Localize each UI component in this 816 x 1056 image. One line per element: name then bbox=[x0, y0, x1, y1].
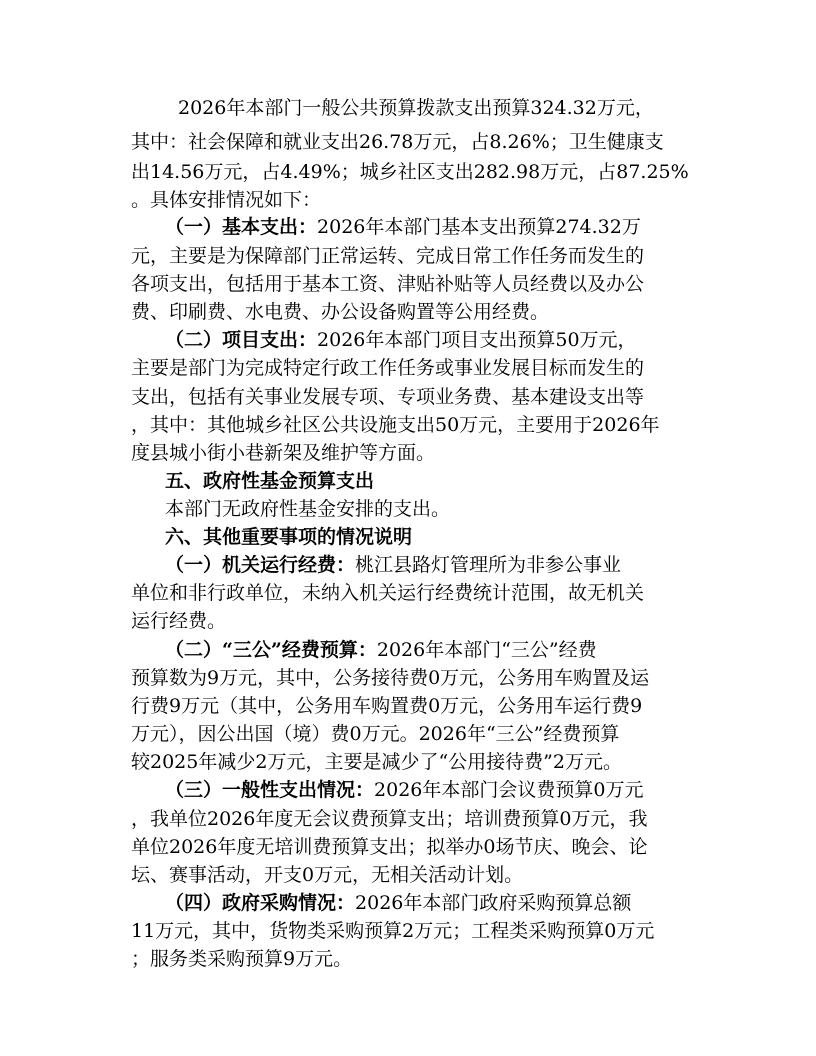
paragraph-line: 11万元，其中，货物类采购预算2万元；工程类采购预算0万元 bbox=[131, 920, 655, 942]
paragraph-line: 。具体安排情况如下： bbox=[131, 189, 322, 211]
procurement-text: 2026年本部门政府采购预算总额 bbox=[355, 892, 632, 914]
general-expenditure-line bbox=[165, 776, 643, 804]
paragraph-line: 万元），因公出国（境）费0万元。2026年“三公”经费预算 bbox=[131, 723, 620, 745]
paragraph-line: 支出，包括有关事业发展专项、专项业务费、基本建设支出等 bbox=[131, 386, 645, 408]
project-expenditure-text: 2026年本部门项目支出预算50万元， bbox=[317, 329, 637, 351]
paragraph-line: 出14.56万元，占4.49%；城乡社区支出282.98万元，占87.25% bbox=[131, 161, 689, 183]
paragraph-line: 度县城小街小巷新架及维护等方面。 bbox=[131, 442, 436, 464]
paragraph-line: 单位2026年度无培训费预算支出；拟举办0场节庆、晚会、论 bbox=[131, 836, 648, 858]
operating-cost-text: 桃江县路灯管理所为非参公事业 bbox=[355, 554, 622, 576]
basic-expenditure-label: （一）基本支出： bbox=[165, 216, 318, 238]
paragraph-line: 主要是部门为完成特定行政工作任务或事业发展目标而发生的 bbox=[131, 357, 645, 379]
paragraph-line: 行费9万元（其中，公务用车购置费0万元，公务用车运行费9 bbox=[131, 695, 643, 717]
paragraph-line: 元，主要是为保障部门正常运转、完成日常工作任务而发生的 bbox=[131, 245, 645, 267]
project-expenditure-label: （二）项目支出： bbox=[165, 329, 318, 351]
project-expenditure-line bbox=[165, 326, 637, 354]
operating-cost-line bbox=[165, 551, 621, 579]
general-expenditure-text: 2026年本部门会议费预算0万元 bbox=[374, 779, 644, 801]
procurement-label: （四）政府采购情况： bbox=[165, 892, 356, 914]
section-heading: 五、政府性基金预算支出 bbox=[165, 470, 375, 492]
section-heading: 六、其他重要事项的情况说明 bbox=[165, 526, 413, 548]
three-public-line bbox=[165, 636, 597, 664]
paragraph-line: 单位和非行政单位，未纳入机关运行经费统计范围，故无机关 bbox=[131, 582, 645, 604]
paragraph-line: 本部门无政府性基金安排的支出。 bbox=[165, 498, 451, 520]
paragraph-line: 费、印刷费、水电费、办公设备购置等公用经费。 bbox=[131, 301, 550, 323]
paragraph-line: 2026年本部门一般公共预算拨款支出预算324.32万元， bbox=[178, 97, 654, 119]
general-expenditure-label: （三）一般性支出情况： bbox=[165, 779, 375, 801]
paragraph-line: 各项支出，包括用于基本工资、津贴补贴等人员经费以及办公 bbox=[131, 273, 645, 295]
paragraph-line: 坛、赛事活动，开支0万元，无相关活动计划。 bbox=[131, 864, 524, 886]
paragraph-line: ，其中：其他城乡社区公共设施支出50万元，主要用于2026年 bbox=[131, 414, 660, 436]
paragraph-line: ，我单位2026年度无会议费预算支出；培训费预算0万元，我 bbox=[131, 808, 648, 830]
paragraph-line: 较2025年减少2万元，主要是减少了“公用接待费”2万元。 bbox=[131, 751, 622, 773]
procurement-line bbox=[165, 889, 631, 917]
three-public-label: （二）“三公”经费预算： bbox=[165, 639, 377, 661]
basic-expenditure-text: 2026年本部门基本支出预算274.32万 bbox=[317, 216, 641, 238]
paragraph-line: 其中：社会保障和就业支出26.78万元，占8.26%；卫生健康支 bbox=[131, 131, 664, 153]
basic-expenditure-line bbox=[165, 213, 641, 241]
three-public-text: 2026年本部门“三公”经费 bbox=[376, 639, 597, 661]
operating-cost-label: （一）机关运行经费： bbox=[165, 554, 356, 576]
paragraph-line: 预算数为9万元，其中，公务接待费0万元，公务用车购置及运 bbox=[131, 667, 650, 689]
paragraph-line: ；服务类采购预算9万元。 bbox=[131, 948, 353, 970]
paragraph-line: 运行经费。 bbox=[131, 610, 227, 632]
